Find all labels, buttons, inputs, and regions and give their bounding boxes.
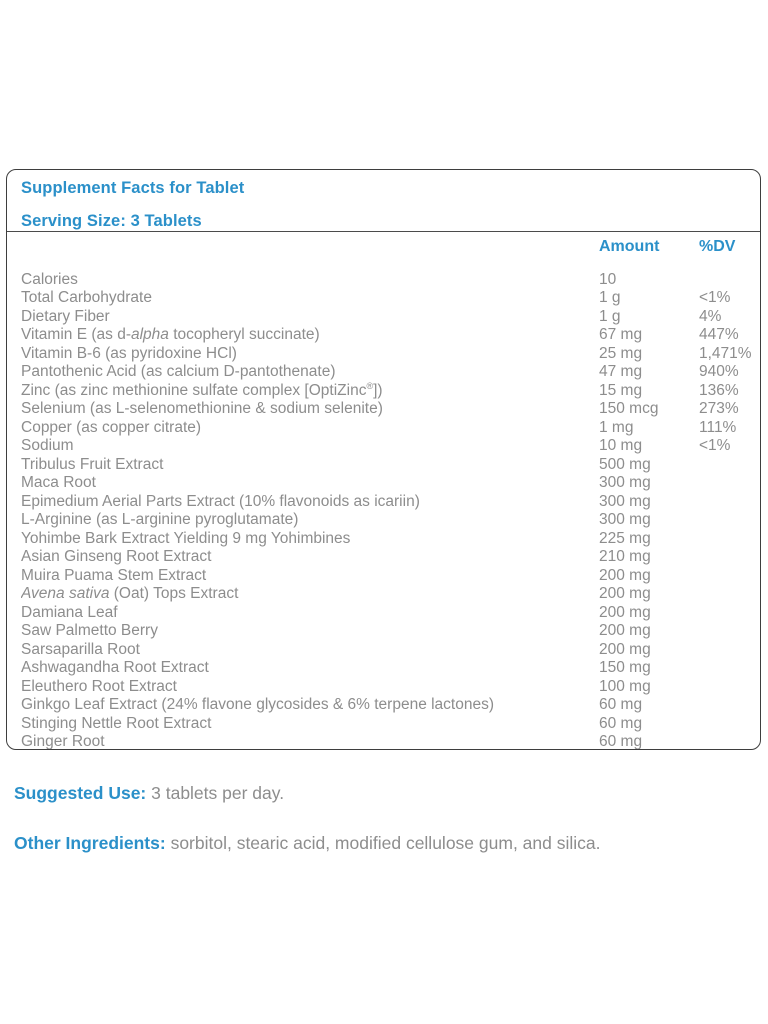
- ingredient-dv: <1%: [699, 437, 731, 454]
- ingredient-row: [21, 271, 752, 290]
- ingredient-amount: 60 mg: [599, 696, 643, 713]
- ingredient-amount: 300 mg: [599, 492, 651, 510]
- ingredient-dv: 273%: [699, 400, 739, 417]
- ingredient-amount: 200 mg: [599, 622, 651, 639]
- ingredient-dv: 447%: [699, 326, 739, 343]
- other-ingredients-label: Other Ingredients:: [14, 833, 166, 853]
- ingredient-amount: 150 mcg: [599, 400, 659, 417]
- ingredient-column-spacer: [21, 238, 599, 257]
- ingredient-name: Vitamin B-6 (as pyridoxine HCl): [21, 344, 237, 362]
- ingredient-name: Sarsaparilla Root: [21, 640, 140, 658]
- ingredient-dv: 111%: [699, 418, 737, 436]
- ingredient-row: [21, 363, 752, 382]
- ingredient-row: [21, 659, 752, 678]
- suggested-use-line: [14, 783, 284, 804]
- ingredient-dv: [699, 696, 752, 715]
- ingredient-dv: [699, 548, 752, 567]
- ingredient-amount: 15 mg: [599, 381, 643, 399]
- ingredient-name: Muira Puama Stem Extract: [21, 566, 207, 584]
- ingredient-dv: [699, 641, 752, 660]
- ingredient-dv: [699, 511, 752, 530]
- ingredient-amount: 300 mg: [599, 474, 651, 491]
- ingredient-name: Zinc (as zinc methionine sulfate complex [OptiZinc®]): [21, 381, 383, 399]
- serving-size: Serving Size: 3 Tablets: [21, 212, 202, 230]
- ingredient-amount: 200 mg: [599, 640, 651, 658]
- suggested-use-text: 3 tablets per day.: [151, 783, 285, 803]
- ingredient-dv: [699, 530, 752, 549]
- facts-body: [7, 232, 760, 750]
- ingredient-name: Copper (as copper citrate): [21, 418, 202, 436]
- ingredient-dv: [699, 659, 752, 678]
- ingredient-amount: 150 mg: [599, 659, 651, 676]
- ingredient-name: Ashwagandha Root Extract: [21, 659, 209, 676]
- column-header-row: [21, 238, 752, 257]
- facts-title: Supplement Facts for Tablet: [21, 179, 245, 197]
- ingredient-amount: 10 mg: [599, 437, 643, 454]
- ingredient-name: Sodium: [21, 437, 74, 454]
- ingredient-row: [21, 493, 752, 512]
- ingredient-name: Dietary Fiber: [21, 307, 110, 325]
- ingredient-amount: 60 mg: [599, 733, 643, 750]
- suggested-use-label: Suggested Use:: [14, 783, 147, 803]
- ingredient-amount: 200 mg: [599, 603, 651, 621]
- ingredient-dv: [699, 567, 752, 586]
- ingredient-name: L-Arginine (as L-arginine pyroglutamate): [21, 511, 299, 528]
- ingredient-dv: <1%: [699, 289, 731, 306]
- ingredient-amount: 500 mg: [599, 455, 651, 473]
- ingredient-row: [21, 622, 752, 641]
- ingredient-amount: 1 g: [599, 289, 621, 306]
- ingredient-dv: [699, 474, 752, 493]
- ingredient-amount: 1 mg: [599, 418, 634, 436]
- ingredient-name: Ginkgo Leaf Extract (24% flavone glycosides & 6% terpene lactones): [21, 696, 495, 713]
- ingredient-row: [21, 678, 752, 697]
- ingredient-name: Ginger Root: [21, 733, 105, 750]
- ingredient-dv: [699, 733, 752, 750]
- ingredient-row: [21, 548, 752, 567]
- ingredient-row: [21, 530, 752, 549]
- ingredient-row: [21, 511, 752, 530]
- ingredient-dv: [699, 585, 752, 604]
- ingredient-name: Pantothenic Acid (as calcium D-pantothenate): [21, 363, 336, 380]
- ingredient-name: Stinging Nettle Root Extract: [21, 714, 212, 732]
- ingredient-name: Calories: [21, 270, 78, 288]
- ingredient-dv: 940%: [699, 363, 739, 380]
- facts-header: [7, 170, 760, 232]
- ingredient-amount: 225 mg: [599, 529, 651, 547]
- ingredient-name: Eleuthero Root Extract: [21, 677, 177, 695]
- ingredient-rows: [21, 271, 752, 751]
- ingredient-dv: [699, 622, 752, 641]
- other-ingredients-text: sorbitol, stearic acid, modified cellulose gum, and silica.: [170, 833, 601, 853]
- ingredient-row: [21, 345, 752, 364]
- ingredient-row: [21, 567, 752, 586]
- ingredient-row: [21, 308, 752, 327]
- ingredient-amount: 47 mg: [599, 363, 643, 380]
- ingredient-name: Saw Palmetto Berry: [21, 622, 158, 639]
- ingredient-name: Damiana Leaf: [21, 603, 118, 621]
- ingredient-row: [21, 456, 752, 475]
- ingredient-row: [21, 289, 752, 308]
- ingredient-dv: [699, 604, 752, 623]
- ingredient-row: [21, 696, 752, 715]
- other-ingredients-line: [14, 833, 600, 854]
- ingredient-row: [21, 715, 752, 734]
- ingredient-amount: 300 mg: [599, 511, 651, 528]
- ingredient-row: [21, 437, 752, 456]
- ingredient-dv: 1,471%: [699, 344, 752, 362]
- ingredient-amount: 60 mg: [599, 714, 643, 732]
- ingredient-name: Epimedium Aerial Parts Extract (10% flavonoids as icariin): [21, 492, 420, 510]
- ingredient-name: Selenium (as L-selenomethionine & sodium selenite): [21, 400, 383, 417]
- ingredient-name: Tribulus Fruit Extract: [21, 455, 164, 473]
- ingredient-dv: [699, 456, 752, 475]
- ingredient-row: [21, 400, 752, 419]
- ingredient-row: [21, 585, 752, 604]
- ingredient-name: Asian Ginseng Root Extract: [21, 548, 212, 565]
- ingredient-name: Total Carbohydrate: [21, 289, 152, 306]
- ingredient-name: Yohimbe Bark Extract Yielding 9 mg Yohimbines: [21, 529, 351, 547]
- ingredient-row: [21, 733, 752, 750]
- ingredient-amount: 25 mg: [599, 344, 643, 362]
- ingredient-amount: 100 mg: [599, 677, 651, 695]
- ingredient-dv: [699, 715, 752, 734]
- ingredient-dv: [699, 271, 752, 290]
- ingredient-row: [21, 474, 752, 493]
- ingredient-amount: 1 g: [599, 307, 621, 325]
- ingredient-amount: 67 mg: [599, 326, 643, 343]
- ingredient-dv: [699, 493, 752, 512]
- ingredient-row: [21, 326, 752, 345]
- ingredient-row: [21, 641, 752, 660]
- ingredient-amount: 200 mg: [599, 566, 651, 584]
- ingredient-row: [21, 382, 752, 401]
- ingredient-name: Vitamin E (as d-alpha tocopheryl succinate): [21, 326, 320, 343]
- ingredient-dv: 136%: [699, 381, 739, 399]
- ingredient-row: [21, 419, 752, 438]
- ingredient-name: Avena sativa (Oat) Tops Extract: [21, 585, 239, 602]
- ingredient-amount: 210 mg: [599, 548, 651, 565]
- ingredient-amount: 200 mg: [599, 585, 651, 602]
- ingredient-dv: [699, 678, 752, 697]
- ingredient-row: [21, 604, 752, 623]
- ingredient-amount: 10: [599, 270, 617, 288]
- dv-column-header: %DV: [699, 238, 736, 255]
- ingredient-name: Maca Root: [21, 474, 96, 491]
- amount-column-header: Amount: [599, 238, 660, 255]
- supplement-facts-panel: [6, 169, 761, 750]
- ingredient-dv: 4%: [699, 307, 722, 325]
